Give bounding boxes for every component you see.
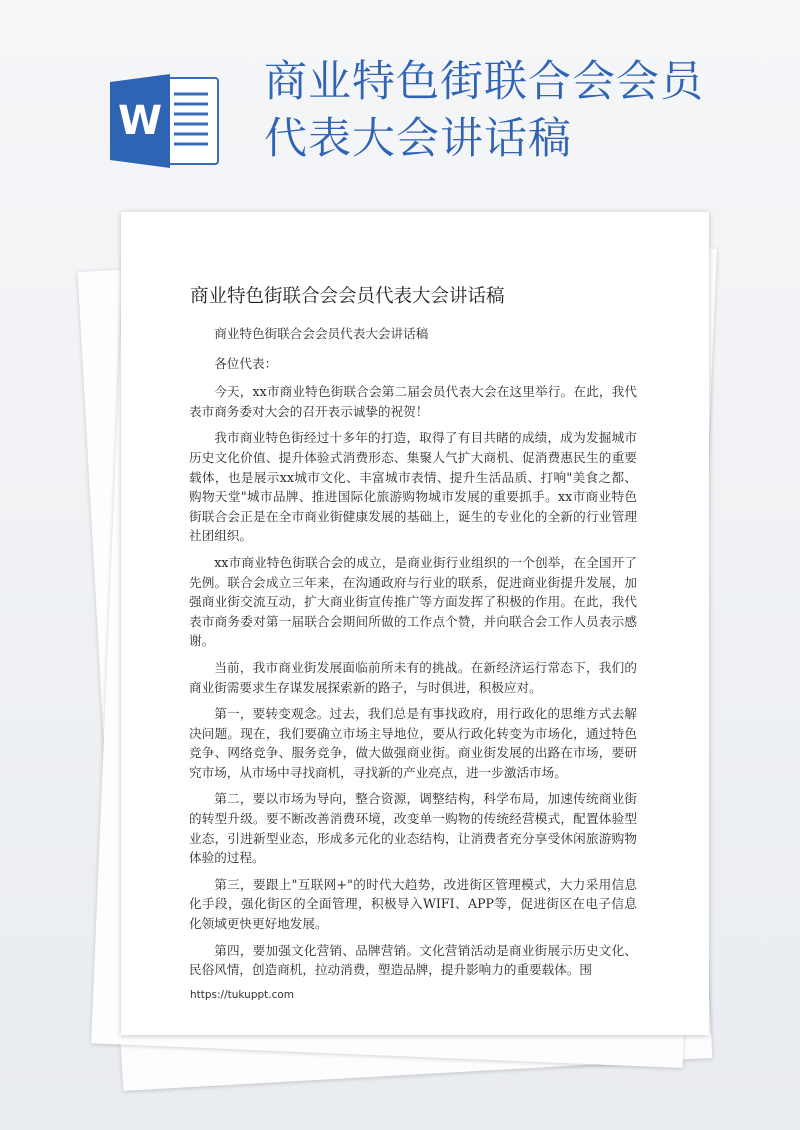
paragraph-greeting: 各位代表： [214,355,278,371]
paragraph: 第二，要以市场为导向，整合资源，调整结构，科学布局，加速传统商业街的转型升级。要不断改善消费环境，改变单一购物的传统经营模式，配置体验型业态，引进新型业态，形成多元化的业态结构，让消费者充分享受休闲旅游购物体验的过程。 [189,791,637,866]
footer-url: https://tukuppt.com [190,989,295,1001]
paragraph: 第四，要加强文化营销、品牌营销。文化营销活动是商业街展示历史文化、民俗风情，创造商机，拉动消费，塑造品牌，提升影响力的重要载体。围 [189,942,637,978]
paragraph: 当前，我市商业街发展面临前所未有的挑战。在新经济运行常态下，我们的商业街需要求生存谋发展探索新的路子，与时俱进，积极应对。 [189,659,637,695]
paragraph: 第三，要跟上"互联网+"的时代大趋势，改进街区管理模式，大力采用信息化手段，强化街区的全面管理，积极导入WIFI、APP等，促进街区在电子信息化领域更快更好地发展。 [189,876,637,932]
paragraph: 今天，xx市商业特色街联合会第二届会员代表大会在这里举行。在此，我代表市商务委对大会的召开表示诚挚的祝贺！ [189,384,637,419]
document-page [121,212,709,1035]
document-body [189,324,637,987]
word-document-icon [108,70,223,172]
paragraph: 第一，要转变观念。过去，我们总是有事找政府，用行政化的思维方式去解决问题。现在，我们要确立市场主导地位，要从行政化转变为市场化，通过特色竞争、网络竞争、服务竞争，做大做强商业街。商业街发展的出路在市场，要研究市场，从市场中寻找商机，寻找新的产业亮点，进一步激活市场。 [189,706,637,780]
header-title [264,54,764,168]
paragraph-subtitle: 商业特色街联合会会员代表大会讲话稿 [214,326,429,341]
header-title-line2: 代表大会讲话稿 [264,114,572,164]
paragraph: xx市商业特色街联合会的成立，是商业街行业组织的一个创举，在全国开了先例。联合会成立三年来，在沟通政府与行业的联系，促进商业街提升发展，加强商业街交流互动，扩大商业街宣传推广等方面发挥了积极的作用。在此，我代表市商务委对第一届联合会期间所做的工作点个赞，并向联合会工作人员表示感谢。 [189,554,637,649]
paragraph: 我市商业特色街经过十多年的打造，取得了有目共睹的成绩，成为发掘城市历史文化价值、提升体验式消费形态、集聚人气扩大商机、促消费惠民生的重要载体，也是展示xx城市文化、丰富城市表情、提升生活品质、打响"美食之都、购物天堂"城市品牌、推进国际化旅游购物城市发展的重要抓手。xx市商业特色街联合会正是在全市商业街健康发展的基础上，诞生的专业化的全新的行业管理社团组织。 [189,430,637,544]
svg-text:W: W [117,98,163,144]
document-title: 商业特色街联合会会员代表大会讲话稿 [190,286,505,307]
header-title-line1: 商业特色街联合会会员 [264,57,704,107]
